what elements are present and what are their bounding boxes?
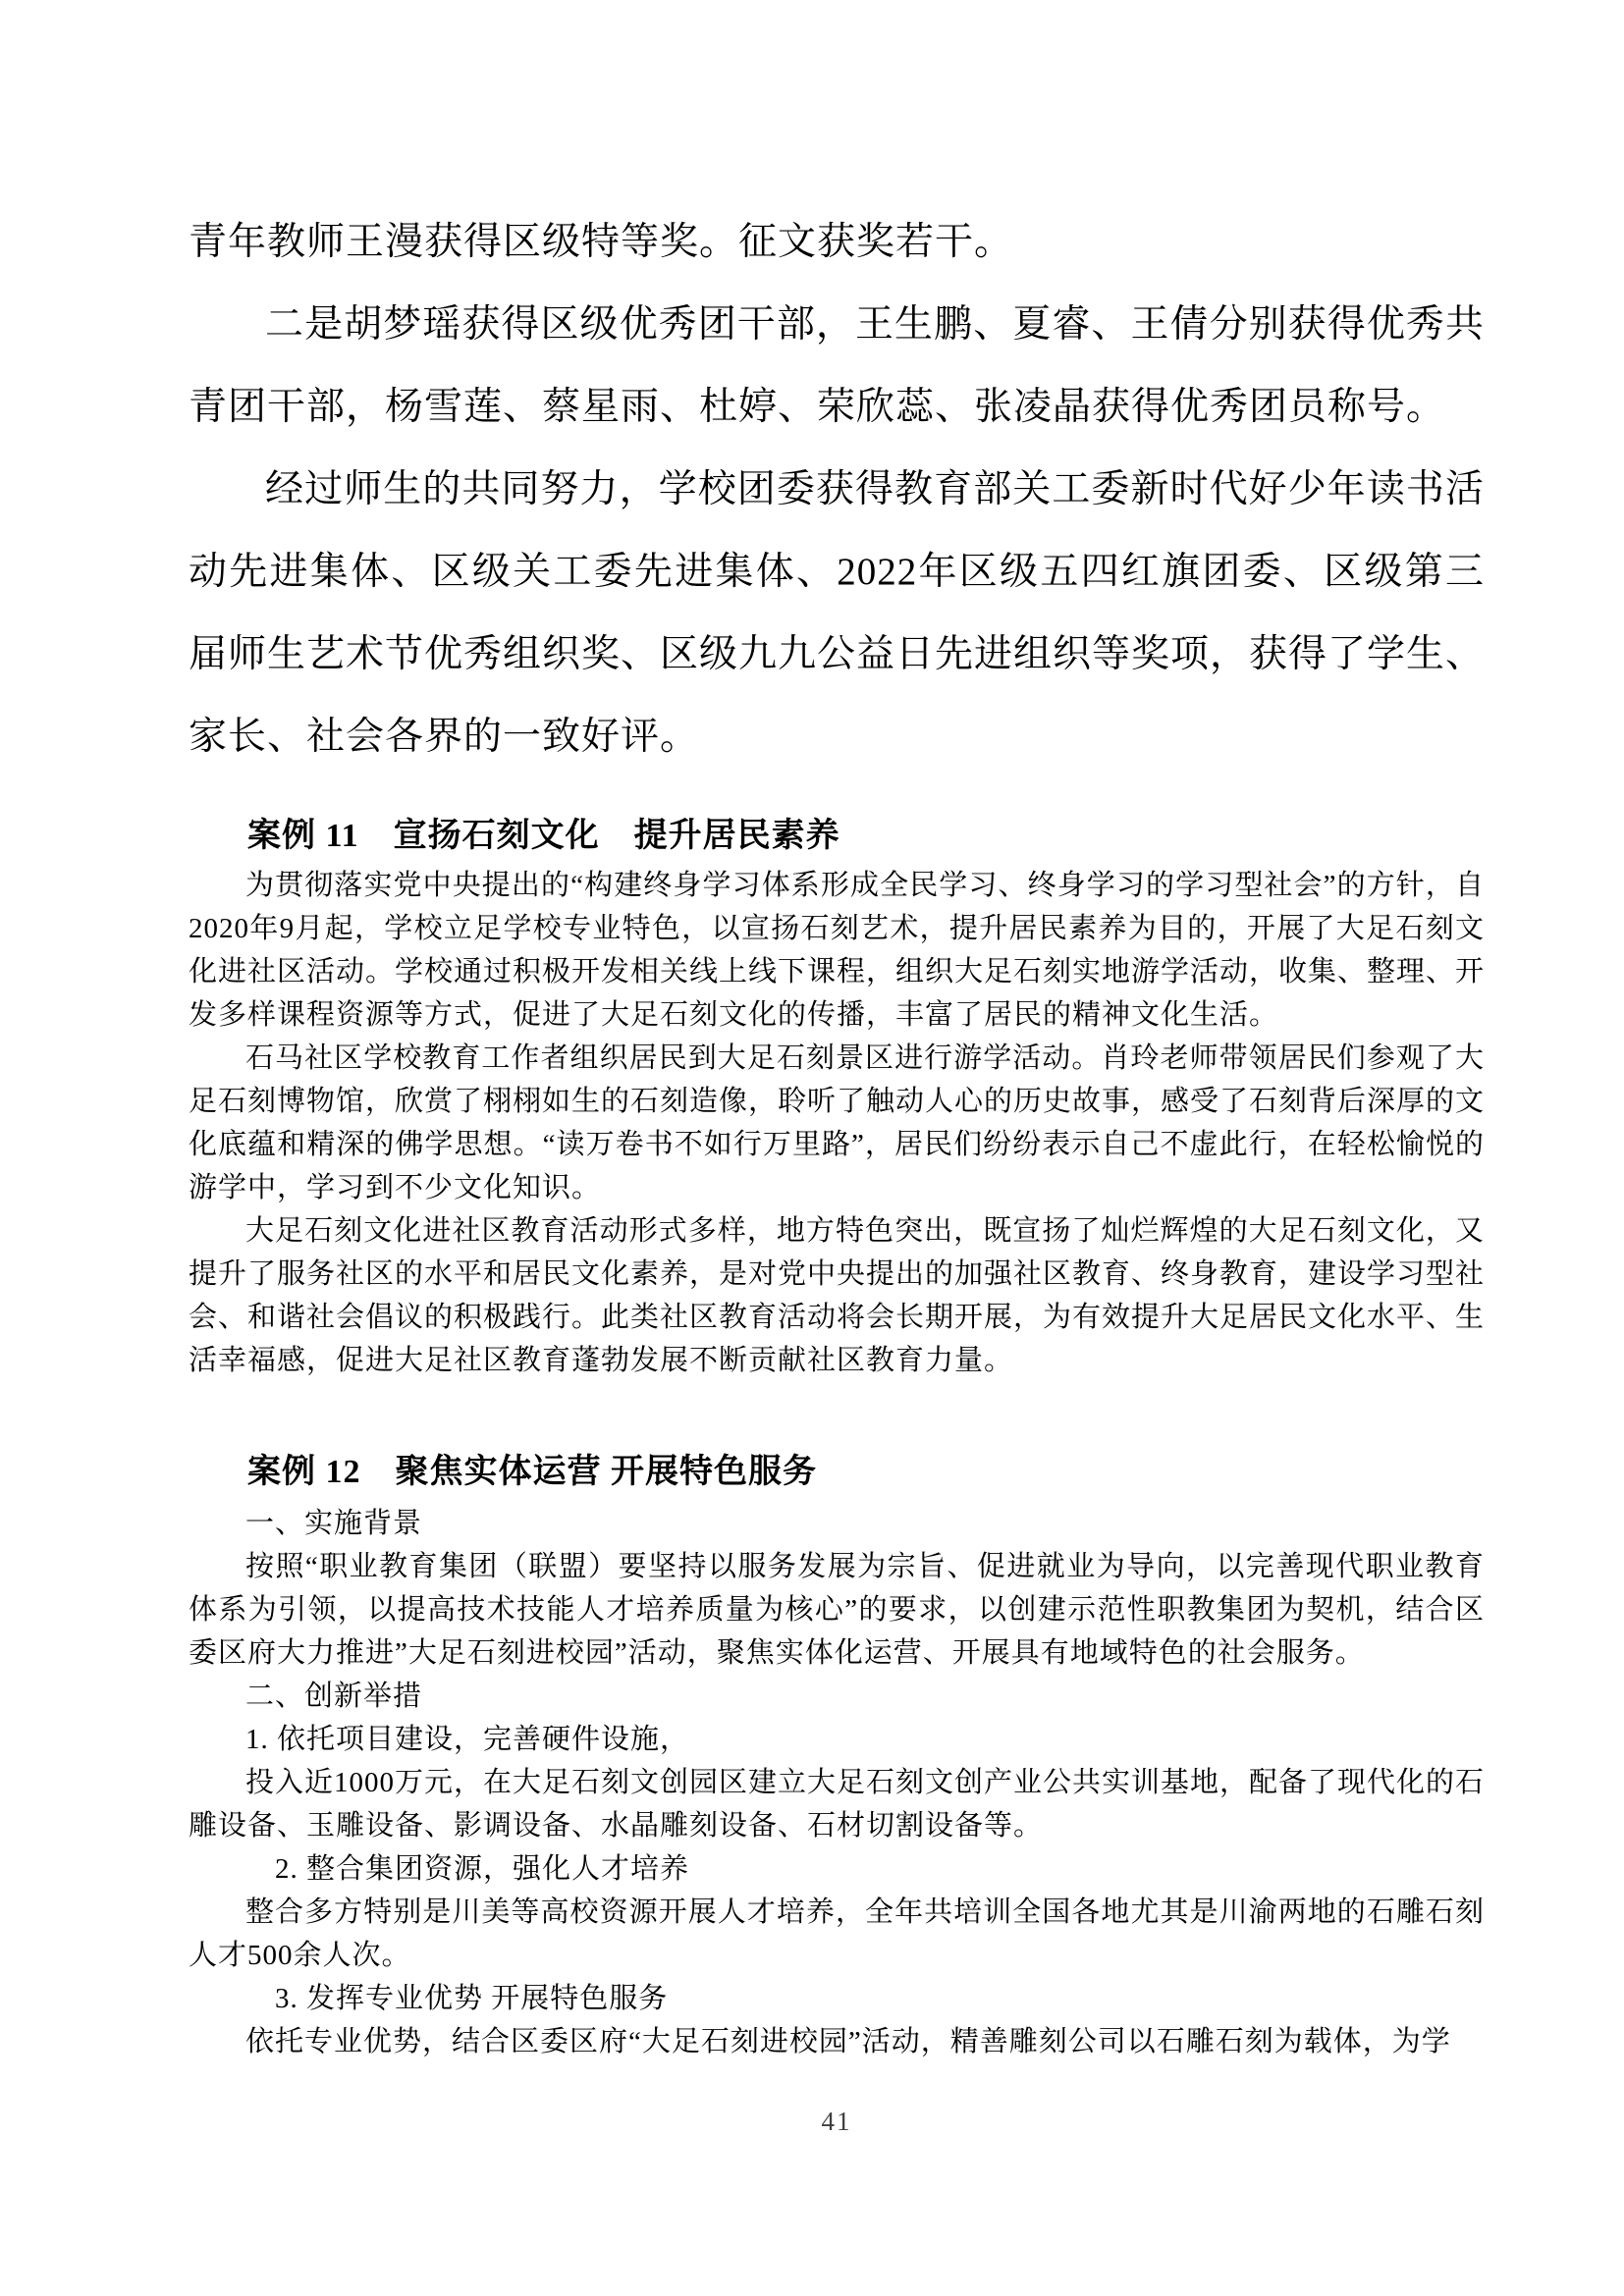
intro-section [189, 201, 1485, 778]
body-paragraph: 大足石刻文化进社区教育活动形式多样，地方特色突出，既宣扬了灿烂辉煌的大足石刻文化，又提升了服务社区的水平和居民文化素养，是对党中央提出的加强社区教育、终身教育，建设学习型社会、和谐社会倡议的积极践行。此类社区教育活动将会长期开展，为有效提升大足居民文化水平、生活幸福感，促进大足社区教育蓬勃发展不断贡献社区教育力量。 [189, 1215, 1486, 1376]
page-content [189, 0, 1485, 2063]
body-paragraph: 整合多方特别是川美等高校资源开展人才培养，全年共培训全国各地尤其是川渝两地的石雕石刻人才500余人次。 [189, 1896, 1485, 1971]
body-paragraph: 为贯彻落实党中央提出的“构建终身学习体系形成全民学习、终身学习的学习型社会”的方针，自2020年9月起，学校立足学校专业特色，以宣扬石刻艺术，提升居民素养为目的，开展了大足石刻文化进社区活动。学校通过积极开发相关线上线下课程，组织大足石刻实地游学活动，收集、整理、开发多样课程资源等方式，促进了大足石刻文化的传播，丰富了居民的精神文化生活。 [189, 870, 1486, 1031]
body-paragraph: 石马社区学校教育工作者组织居民到大足石刻景区进行游学活动。肖玲老师带领居民们参观了大足石刻博物馆，欣赏了栩栩如生的石刻造像，聆听了触动人心的历史故事，感受了石刻背后深厚的文化底蕴和精深的佛学思想。“读万卷书不如行万里路”，居民们纷纷表示自己不虚此行，在轻松愉悦的游学中，学习到不少文化知识。 [189, 1042, 1486, 1203]
body-paragraph: 二是胡梦瑶获得区级优秀团干部，王生鹏、夏睿、王倩分别获得优秀共青团干部，杨雪莲、蔡星雨、杜婷、荣欣蕊、张凌晶获得优秀团员称号。 [189, 303, 1485, 428]
body-paragraph: 按照“职业教育集团（联盟）要坚持以服务发展为宗旨、促进就业为导向，以完善现代职业教育体系为引领，以提高技术技能人才培养质量为核心”的要求，以创建示范性职教集团为契机，结合区委区府大力推进”大足石刻进校园”活动，聚焦实体化运营、开展具有地域特色的社会服务。 [189, 1551, 1485, 1669]
body-paragraph: 青年教师王漫获得区级特等奖。征文获奖若干。 [189, 221, 1014, 263]
section-subhead: 一、实施背景 [245, 1508, 423, 1539]
body-paragraph: 经过师生的共同努力，学校团委获得教育部关工委新时代好少年读书活动先进集体、区级关工委先进集体、2022年区级五四红旗团委、区级第三届师生艺术节优秀组织奖、区级九九公益日先进组织等奖项，获得了学生、家长、社会各界的一致好评。 [189, 468, 1486, 758]
section-subhead: 二、创新举措 [245, 1681, 423, 1712]
numbered-item: 3. 发挥专业优势 开展特色服务 [245, 1983, 669, 2014]
numbered-item: 1. 依托项目建设，完善硬件设施， [245, 1724, 690, 1755]
page-number: 41 [821, 2107, 852, 2136]
body-paragraph: 依托专业优势，结合区委区府“大足石刻进校园”活动，精善雕刻公司以石雕石刻为载体，为学 [245, 2026, 1451, 2057]
case-12-body [189, 1502, 1485, 2063]
case-12-heading: 案例 12 聚焦实体运营 开展特色服务 [247, 1454, 817, 1490]
body-paragraph: 投入近1000万元，在大足石刻文创园区建立大足石刻文创产业公共实训基地，配备了现代化的石雕设备、玉雕设备、影调设备、水晶雕刻设备、石材切割设备等。 [189, 1767, 1486, 1842]
case-11-heading: 案例 11 宣扬石刻文化 提升居民素养 [247, 818, 840, 854]
case-11-body [189, 864, 1485, 1382]
numbered-item: 2. 整合集团资源，强化人才培养 [245, 1853, 690, 1885]
